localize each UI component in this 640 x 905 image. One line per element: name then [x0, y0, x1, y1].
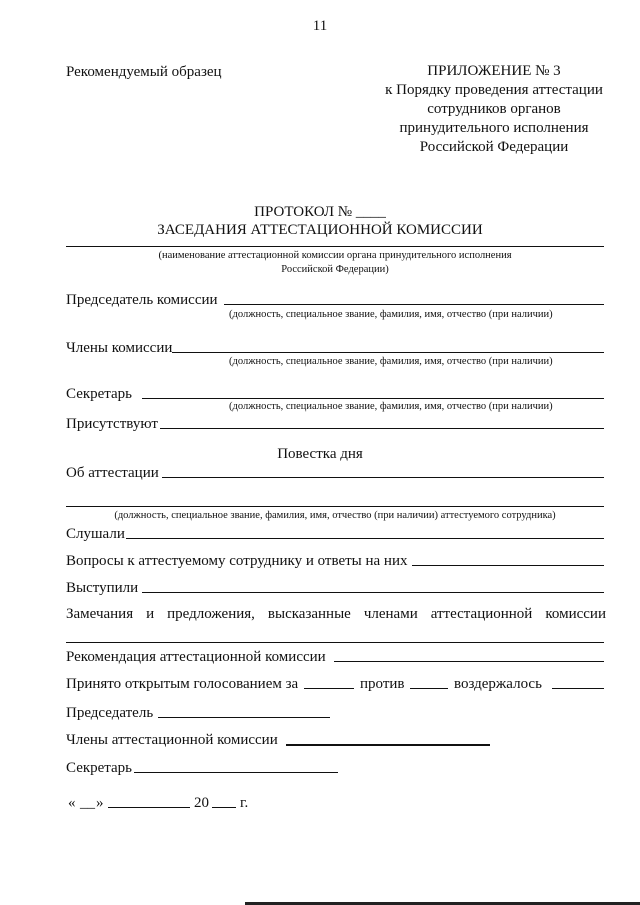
commission-name-caption: Российской Федерации) — [281, 264, 389, 275]
employee-line[interactable] — [66, 506, 604, 507]
date-century: 20 — [194, 795, 209, 811]
appendix-line: Российской Федерации — [419, 139, 569, 155]
about-attestation-line[interactable] — [162, 477, 604, 478]
sign-members-line[interactable] — [286, 744, 490, 746]
questions-label: Вопросы к аттестуемому сотруднику и ответы на них — [66, 553, 408, 569]
recommendation-label: Рекомендация аттестационной комиссии — [66, 649, 326, 665]
vote-against-line[interactable] — [410, 688, 448, 689]
chairman-caption: (должность, специальное звание, фамилия, имя, отчество (при наличии) — [229, 309, 553, 320]
appendix-line: к Порядку проведения аттестации — [385, 82, 603, 98]
members-caption: (должность, специальное звание, фамилия, имя, отчество (при наличии) — [229, 356, 553, 367]
appendix-block — [378, 62, 610, 157]
appendix-line: принудительного исполнения — [399, 120, 589, 136]
secretary-line[interactable] — [142, 398, 604, 399]
members-label: Члены комиссии — [66, 340, 173, 356]
date-day-blank[interactable]: __ — [80, 795, 95, 811]
remarks-word: предложения, — [167, 606, 255, 622]
sign-members-label: Члены аттестационной комиссии — [66, 732, 278, 748]
chairman-line[interactable] — [224, 304, 604, 305]
chairman-label: Председатель комиссии — [66, 292, 218, 308]
employee-caption: (должность, специальное звание, фамилия, имя, отчество (при наличии) аттестуемого сотрудника) — [114, 510, 556, 521]
page-number: 11 — [312, 18, 328, 34]
present-label: Присутствуют — [66, 416, 158, 432]
appendix-line: сотрудников органов — [427, 101, 561, 117]
commission-name-line — [66, 246, 604, 247]
remarks-word: комиссии — [545, 606, 606, 622]
vote-abstained-label: воздержалось — [454, 676, 542, 692]
remarks-word: членами — [363, 606, 418, 622]
vote-against-label: против — [360, 676, 405, 692]
commission-name-caption: (наименование аттестационной комиссии органа принудительного исполнения — [158, 250, 512, 261]
spoke-line[interactable] — [142, 592, 604, 593]
sign-chairman-line[interactable] — [158, 717, 330, 718]
present-line[interactable] — [160, 428, 604, 429]
vote-abstained-line[interactable] — [552, 688, 604, 689]
protocol-subtitle: ЗАСЕДАНИЯ АТТЕСТАЦИОННОЙ КОМИССИИ — [157, 222, 483, 238]
agenda-title: Повестка дня — [277, 446, 363, 462]
members-line[interactable] — [172, 352, 604, 353]
recommendation-line[interactable] — [334, 661, 604, 662]
date-close-quote: » — [96, 795, 104, 811]
remarks-label — [66, 606, 606, 623]
about-attestation-label: Об аттестации — [66, 465, 159, 481]
date-open-quote: « — [68, 795, 76, 811]
recommended-sample-label: Рекомендуемый образец — [66, 64, 222, 80]
protocol-title: ПРОТОКОЛ № ____ — [254, 204, 386, 220]
vote-for-label: Принято открытым голосованием за — [66, 676, 299, 692]
questions-line[interactable] — [412, 565, 604, 566]
remarks-word: высказанные — [267, 606, 351, 622]
secretary-caption: (должность, специальное звание, фамилия, имя, отчество (при наличии) — [229, 401, 553, 412]
date-month-line[interactable] — [108, 807, 190, 808]
spoke-label: Выступили — [66, 580, 139, 596]
secretary-label: Секретарь — [66, 386, 133, 402]
date-year-line[interactable] — [212, 807, 236, 808]
sign-secretary-line[interactable] — [134, 772, 338, 773]
remarks-word: аттестационной — [430, 606, 533, 622]
heard-label: Слушали — [66, 526, 125, 542]
sign-secretary-label: Секретарь — [66, 760, 133, 776]
remarks-word: Замечания — [66, 606, 134, 622]
date-year-suffix: г. — [240, 795, 249, 811]
heard-line[interactable] — [126, 538, 604, 539]
vote-for-line[interactable] — [304, 688, 354, 689]
sign-chairman-label: Председатель — [66, 705, 154, 721]
remarks-word: и — [146, 606, 155, 622]
appendix-title: ПРИЛОЖЕНИЕ № 3 — [427, 63, 561, 79]
remarks-line[interactable] — [66, 642, 604, 643]
